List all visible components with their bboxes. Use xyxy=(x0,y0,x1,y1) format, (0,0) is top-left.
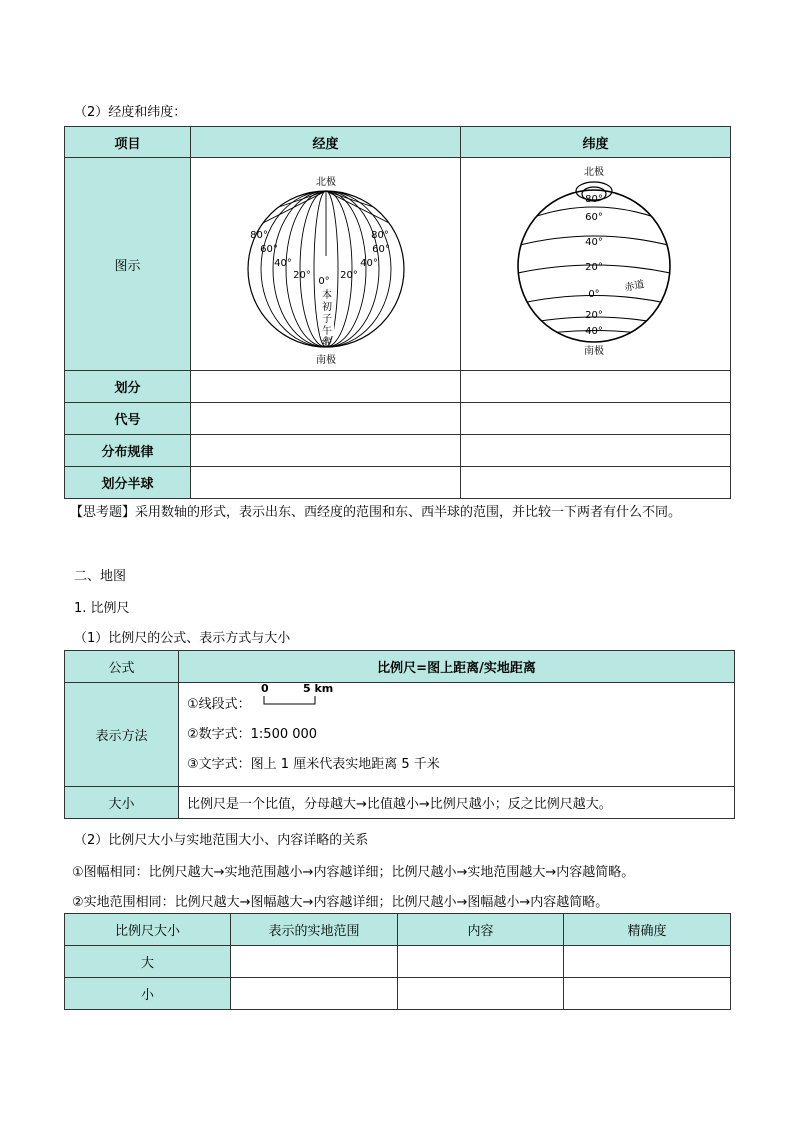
method-label: 表示方法 xyxy=(65,683,179,787)
table-header: 内容 xyxy=(398,914,564,946)
equator-label: 赤道 xyxy=(623,279,646,295)
lon-label-west: 20° xyxy=(293,270,311,281)
number-method: ②数字式：1:500 000 xyxy=(187,726,318,742)
table-header: 项目 xyxy=(65,127,191,158)
blank-answer-cell[interactable] xyxy=(398,946,564,978)
row-label: 划分半球 xyxy=(65,467,191,499)
blank-answer-cell[interactable] xyxy=(461,403,731,435)
longitude-figure-cell xyxy=(191,158,461,371)
lon-label-east: 80° xyxy=(371,230,389,241)
lon-label-east: 40° xyxy=(360,258,378,269)
lon-label-east: 60° xyxy=(372,244,390,255)
prime-zero-label: 0° xyxy=(318,276,330,287)
table-header: 经度 xyxy=(191,127,461,158)
text-method: ③文字式：图上 1 厘米代表实地距离 5 千米 xyxy=(187,756,440,772)
lonlat-heading: （2）经度和纬度： xyxy=(74,105,187,120)
lat-label: 80° xyxy=(585,194,603,205)
size-label: 大小 xyxy=(65,787,179,819)
rule-same-range: ②实地范围相同：比例尺越大→图幅越大→内容越详细；比例尺越小→图幅越小→内容越简略。 xyxy=(72,895,609,910)
north-pole-label: 北极 xyxy=(584,167,604,178)
south-pole-label: 南极 xyxy=(316,355,336,366)
lon-label-west: 40° xyxy=(274,258,292,269)
blank-answer-cell[interactable] xyxy=(461,435,731,467)
prime-meridian-char: 子 xyxy=(322,314,332,325)
row-label: 图示 xyxy=(65,158,191,371)
row-label: 代号 xyxy=(65,403,191,435)
blank-answer-cell[interactable] xyxy=(191,435,461,467)
blank-answer-cell[interactable] xyxy=(564,978,731,1010)
scale-bar xyxy=(259,680,339,710)
lonlat-table xyxy=(64,126,731,499)
prime-meridian-char: 午 xyxy=(322,326,332,337)
lat-label: 20° xyxy=(585,310,603,321)
blank-answer-cell[interactable] xyxy=(398,978,564,1010)
blank-answer-cell[interactable] xyxy=(191,467,461,499)
prime-meridian-char: 本 xyxy=(322,290,332,301)
lon-label-west: 80° xyxy=(250,230,268,241)
prime-meridian-char: 线 xyxy=(322,338,332,349)
table-header: 比例尺大小 xyxy=(65,914,231,946)
scale-table xyxy=(64,650,735,819)
scale-bar-end: 5 km xyxy=(303,681,334,695)
scale-compare-table xyxy=(64,913,731,1010)
rule-same-size: ①图幅相同：比例尺越大→实地范围越小→内容越详细；比例尺越小→实地范围越大→内容越简略。 xyxy=(72,865,635,880)
lon-label-west: 60° xyxy=(260,244,278,255)
formula-value: 比例尺=图上距离/实地距离 xyxy=(179,651,735,683)
thinking-question: 【思考题】采用数轴的形式，表示出东、西经度的范围和东、西半球的范围，并比较一下两者有什么不同。 xyxy=(70,505,682,520)
row-label: 划分 xyxy=(65,371,191,403)
latitude-globe-figure xyxy=(461,158,729,366)
lat-label: 60° xyxy=(585,212,603,223)
table-header: 表示的实地范围 xyxy=(231,914,398,946)
relation-subheading: （2）比例尺大小与实地范围大小、内容详略的关系 xyxy=(74,833,369,848)
size-value: 比例尺是一个比值，分母越大→比值越小→比例尺越小；反之比例尺越大。 xyxy=(179,787,735,819)
prime-meridian-char: 初 xyxy=(322,302,332,313)
row-label: 小 xyxy=(65,978,231,1010)
lat-label: 40° xyxy=(585,326,603,337)
map-heading: 二、地图 xyxy=(74,569,127,584)
latitude-figure-cell xyxy=(461,158,731,371)
blank-answer-cell[interactable] xyxy=(231,978,398,1010)
table-header: 纬度 xyxy=(461,127,731,158)
blank-answer-cell[interactable] xyxy=(231,946,398,978)
scale-bar-zero: 0 xyxy=(261,681,269,695)
formula-label: 公式 xyxy=(65,651,179,683)
north-pole-label: 北极 xyxy=(316,177,336,188)
south-pole-label: 南极 xyxy=(584,346,604,357)
lat-label: 0° xyxy=(588,289,600,300)
line-method: ①线段式： xyxy=(187,696,251,712)
scale-formula-subheading: （1）比例尺的公式、表示方式与大小 xyxy=(74,631,291,646)
longitude-globe-figure xyxy=(191,158,459,366)
blank-answer-cell[interactable] xyxy=(191,403,461,435)
table-header: 精确度 xyxy=(564,914,731,946)
method-content xyxy=(179,683,735,787)
lon-label-east: 20° xyxy=(340,270,358,281)
blank-answer-cell[interactable] xyxy=(191,371,461,403)
lat-label: 40° xyxy=(585,237,603,248)
blank-answer-cell[interactable] xyxy=(564,946,731,978)
scale-subheading: 1. 比例尺 xyxy=(74,601,130,616)
blank-answer-cell[interactable] xyxy=(461,467,731,499)
row-label: 分布规律 xyxy=(65,435,191,467)
lat-label: 20° xyxy=(585,262,603,273)
row-label: 大 xyxy=(65,946,231,978)
blank-answer-cell[interactable] xyxy=(461,371,731,403)
